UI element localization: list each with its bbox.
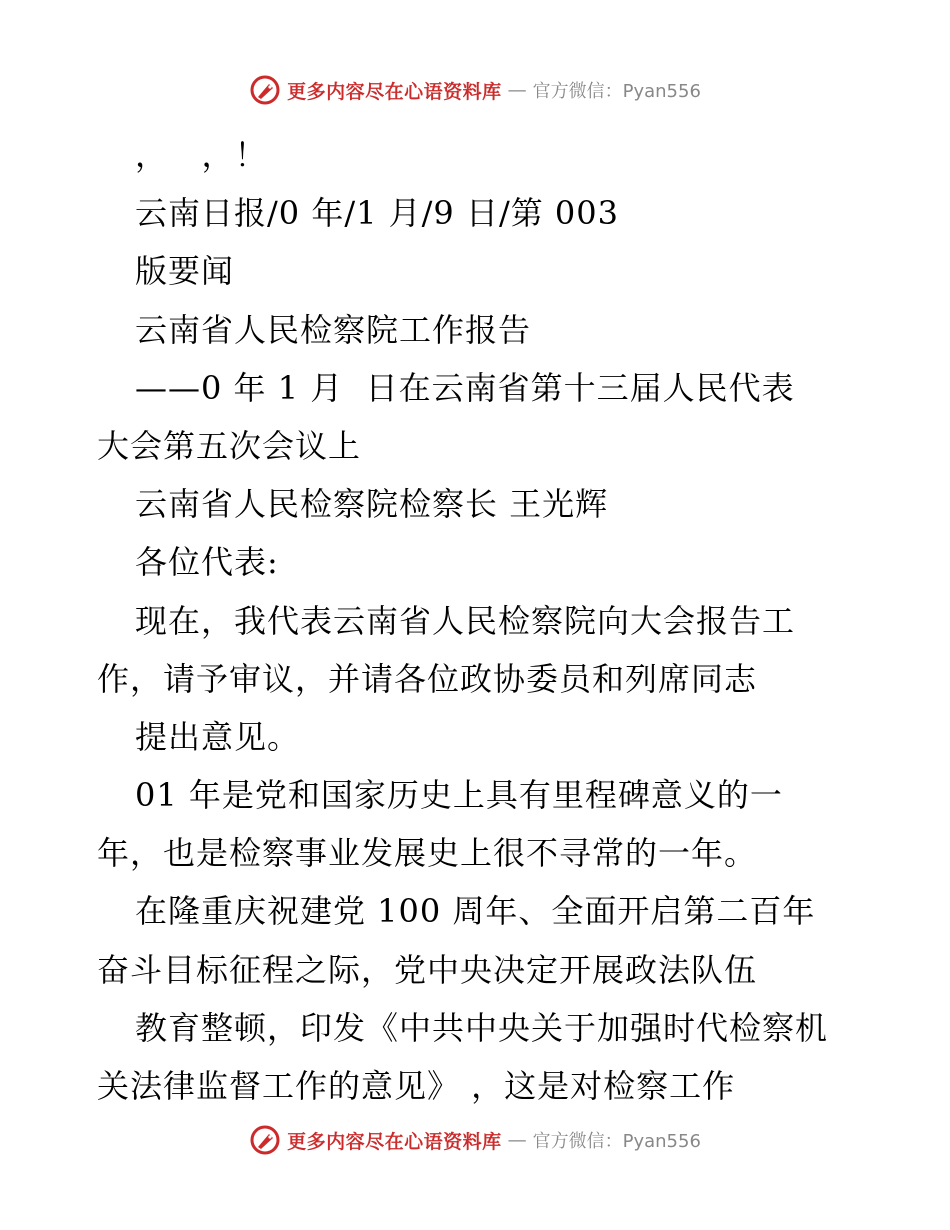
pen-nib-icon [249,74,281,106]
document-line: 教育整顿，印发《中共中央关于加强时代检察机 [135,1008,829,1047]
document-line: 年，也是检察事业发展史上很不寻常的一年。 [97,834,758,873]
document-line: 各位代表: [135,543,279,582]
document-line: 云南省人民检察院工作报告 [135,310,532,349]
document-line: 关法律监督工作的意见》 ，这是对检察工作 [97,1067,736,1105]
document-line: 作，请予审议，并请各位政协委员和列席同志 [97,659,758,698]
document-line: 01 年是党和国家历史上具有里程碑意义的一 [135,776,783,815]
document-line: 云南省人民检察院检察长 王光辉 [135,485,609,524]
banner-content [249,74,701,106]
document-line: ， ，！ [135,136,268,174]
document-line: 奋斗目标征程之际，党中央决定开展政法队伍 [97,950,758,989]
document-line: ——0 年 1 月 日在云南省第十三届人民代表 [135,368,795,407]
document-line: 提出意见。 [135,717,301,756]
banner-content [249,1124,701,1156]
banner-separator: — [507,1129,527,1151]
footer-watermark-banner [0,1120,950,1160]
header-watermark-banner [0,70,950,110]
document-body [97,126,867,1115]
banner-separator: — [507,79,527,101]
banner-site-text: 更多内容尽在心语资料库 [287,1130,502,1153]
pen-nib-icon [249,1124,281,1156]
document-line: 云南日报/0 年/1 月/9 日/第 003 [135,194,619,233]
document-line: 版要闻 [135,252,235,291]
banner-site-text: 更多内容尽在心语资料库 [287,80,502,103]
document-line: 在隆重庆祝建党 100 周年、全面开启第二百年 [135,892,816,931]
banner-wechat-text: 官方微信：Pyan556 [532,81,701,102]
document-line: 大会第五次会议上 [97,426,362,465]
document-line: 现在，我代表云南省人民检察院向大会报告工 [135,601,796,640]
banner-wechat-text: 官方微信：Pyan556 [532,1131,701,1152]
